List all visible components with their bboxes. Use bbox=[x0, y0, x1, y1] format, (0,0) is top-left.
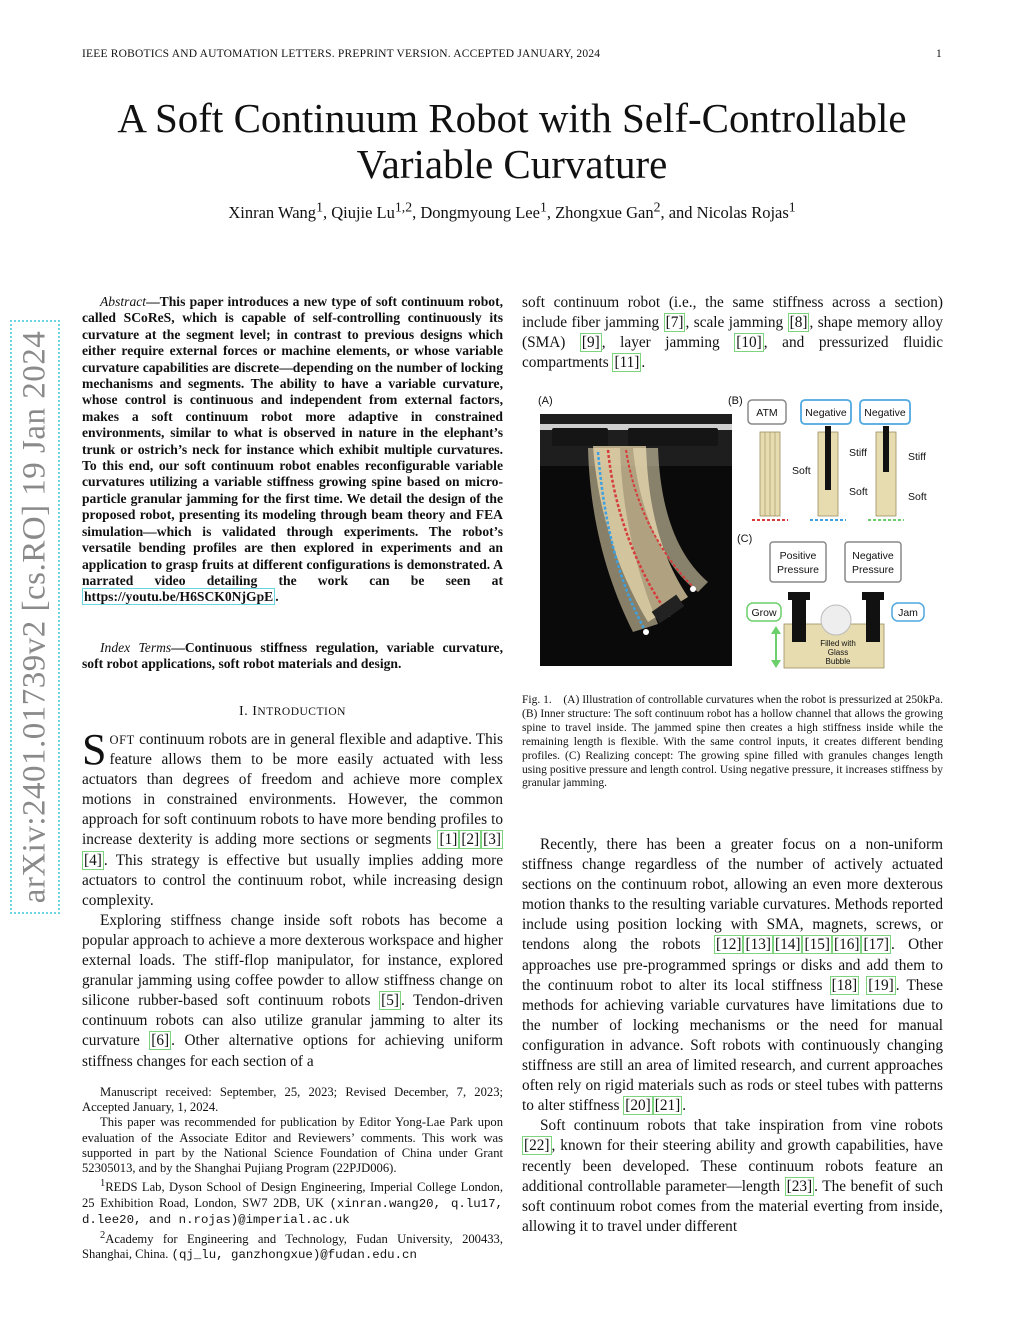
caption-label: Fig. 1. bbox=[522, 694, 552, 706]
citation-link[interactable]: [6] bbox=[151, 1032, 170, 1050]
negative-label-1: Negative bbox=[805, 407, 847, 419]
grow-label: Grow bbox=[751, 607, 777, 619]
filled-line-2: Glass bbox=[827, 648, 849, 657]
intro-paragraph-1: SOFT continuum robots are in general flexible and adaptive. This feature allows them to be more easily actuated with less actuators than degrees of freedom and achieve more complex motions in constrained environments. However, the common approach for soft continuum robots to have more bending profiles to increase dexterity is adding more sections or segments [1] [2] [3][4] . This strategy is effective but usually implies adding more actuators to control the continuum robot, while increasing design complexity. bbox=[82, 725, 503, 909]
negative-pressure-line-2: Pressure bbox=[851, 564, 895, 576]
spine-atm bbox=[752, 432, 788, 520]
spine-negative-1 bbox=[810, 426, 846, 520]
citation-link[interactable]: [10] bbox=[736, 334, 762, 352]
soft-label-1: Soft bbox=[792, 465, 811, 477]
right-column-intro: soft continuum robot (i.e., the same stiffness across a section) include fiber jamming [7] , scale jamming [8] , shape memory alloy (SMA) [9] , layer jamming [10] , and pressurized fluidic compartments [11] . bbox=[522, 294, 943, 372]
citation-link[interactable]: [16] bbox=[833, 936, 860, 954]
right-paragraph-2: Soft continuum robots that take inspiration from vine robots [22] , known for their steering ability and growth capabilities, have recently been developed. These continuum robots feature an additional controllable parameter—length [23] . The benefit of such soft continuum robot comes from the material everting from inside, allowing it to travel under different bbox=[522, 1117, 943, 1235]
citation-link[interactable]: [12] bbox=[715, 936, 742, 954]
abstract-text: —This paper introduces a new type of soft continuum robot, called SCoReS, which is capable of self-controlling continuously its curvature at the segment level; in contrast to previous designs which either require external forces or machine elements, or whose variable curvature capabilities are discrete—depending on the number of locking mechanisms and segments. The ability to have a variable curvature, whose control is continuous and independent from external factors, makes a soft continuum robot more adaptive in constrained environments, similar to what is observed in nature in the elephant’s trunk or ostrich’s neck for instance which exhibit multiple curvatures. To this end, our soft continuum robot enables reconfigurable variable curvatures utilizing a variable stiffness growing spine based on micro-particle granular jamming for the first time. We detail the design of the proposed robot, presenting its modeling through beam theory and FEA simulation—which is validated through experiments. The robot’s versatile bending profiles are then explored in experiments and an application to grasp fruits at different configurations is demonstrated. A narrated video detailing the work can be seen at bbox=[82, 294, 503, 588]
drop-cap: S bbox=[82, 725, 107, 774]
index-terms bbox=[82, 640, 503, 673]
index-terms-label: Index Terms bbox=[100, 640, 172, 655]
author-list bbox=[60, 199, 964, 223]
caption-text: (A) Illustration of controllable curvatures when the robot is pressurized at 250kPa. (B) Inner structure: The soft continuum robot has a hollow channel that allows the growing spine to travel inside. The jammed spine then creates a high stiffness inside while the remaining length is flexible. With the same control inputs, it creates different bending profiles. (C) Realizing concept: The growing spine filled with granules changes length using positive pressure and length control. Using negative pressure, it increases stiffness by granular jamming. bbox=[522, 694, 943, 790]
author: Zhongxue Gan$^2$, and bbox=[555, 199, 697, 222]
citation-link[interactable]: [21] bbox=[654, 1097, 681, 1115]
citation-link[interactable]: [3] bbox=[483, 831, 501, 849]
paper-title bbox=[60, 95, 964, 187]
figure-1-caption bbox=[522, 694, 943, 791]
filled-line-3: Bubble bbox=[825, 657, 851, 666]
citation-link[interactable]: [5] bbox=[381, 992, 399, 1010]
citation-link[interactable]: [1] bbox=[439, 831, 458, 849]
soft-label-3: Soft bbox=[908, 491, 927, 503]
citation-link[interactable]: [20] bbox=[625, 1097, 651, 1115]
journal-header: IEEE ROBOTICS AND AUTOMATION LETTERS. PREPRINT VERSION. ACCEPTED JANUARY, 2024 bbox=[82, 48, 601, 60]
citation-link[interactable]: [8] bbox=[789, 314, 808, 332]
running-header bbox=[82, 48, 942, 68]
footnotes bbox=[82, 1085, 503, 1264]
citation-link[interactable]: [13] bbox=[745, 936, 771, 954]
jam-label: Jam bbox=[898, 607, 918, 619]
citation-link[interactable]: [2] bbox=[461, 831, 480, 849]
footnote-affiliation-1: $^1$REDS Lab, Dyson School of Design Engineering, Imperial College London, 25 Exhibition Road, London, SW7 2DB, UK (xinran.wang20, q.lu17, d.lee20, and n.rojas)@imperial.ac.uk bbox=[82, 1178, 503, 1227]
author: Xinran Wang$^1$, bbox=[228, 199, 332, 222]
footnote-affiliation-2: $^2$Academy for Engineering and Technology, Fudan University, 200433, Shanghai, China. (qj_lu, ganzhongxue)@fudan.edu.cn bbox=[82, 1230, 503, 1263]
panel-b-label: (B) bbox=[728, 395, 743, 407]
footnote-recommended: This paper was recommended for publication by Editor Yong-Lae Park upon evaluation of the Associate Editor and Reviewers’ comments. This work was supported in part by the National Science Foundation of China under Grant 52305013, and by the Shanghai Pujiang Program (22PJD006). bbox=[82, 1115, 503, 1176]
panel-a-label: (A) bbox=[538, 395, 553, 407]
atm-label: ATM bbox=[756, 407, 778, 419]
arxiv-stamp[interactable] bbox=[10, 320, 60, 914]
citation-link[interactable]: [7] bbox=[665, 314, 684, 332]
title-line-2: Variable Curvature bbox=[356, 141, 668, 187]
citation-link[interactable]: [18] bbox=[831, 976, 858, 994]
video-link[interactable]: https://youtu.be/H6SCK0NjGpE bbox=[84, 589, 274, 605]
soft-label-2: Soft bbox=[849, 486, 868, 498]
author: Qiujie Lu$^{1,2}$, bbox=[331, 199, 421, 222]
citation-link[interactable]: [4] bbox=[84, 851, 102, 869]
page-number: 1 bbox=[936, 48, 942, 60]
positive-pressure-line-2: Pressure bbox=[776, 564, 820, 576]
stiff-label-1: Stiff bbox=[849, 447, 867, 459]
footnote-received: Manuscript received: September, 25, 2023; Revised December, 7, 2023; Accepted January, 1, 2024. bbox=[82, 1085, 503, 1115]
author: Dongmyoung Lee$^1$, bbox=[420, 199, 556, 222]
positive-pressure-line-1: Positive bbox=[779, 550, 817, 562]
citation-link[interactable]: [14] bbox=[774, 936, 801, 954]
right-column-body bbox=[522, 835, 943, 1237]
figure-1-illustration bbox=[538, 392, 944, 670]
abstract-label: Abstract bbox=[100, 294, 147, 309]
citation-link[interactable]: [19] bbox=[868, 976, 894, 994]
panel-c-label: (C) bbox=[737, 533, 753, 545]
citation-link[interactable]: [17] bbox=[863, 936, 889, 954]
citation-link[interactable]: [22] bbox=[524, 1137, 550, 1155]
citation-link[interactable]: [11] bbox=[614, 354, 640, 372]
negative-pressure-line-1: Negative bbox=[852, 550, 894, 562]
index-terms-text: —Continuous stiffness regulation, variable curvature, soft robot applications, soft robot materials and design. bbox=[82, 640, 503, 672]
section-heading: I. INTRODUCTION bbox=[239, 704, 346, 719]
filled-line-1: Filled with bbox=[820, 639, 856, 648]
citation-link[interactable]: [15] bbox=[804, 936, 830, 954]
citation-link[interactable]: [23] bbox=[786, 1177, 813, 1195]
introduction-body bbox=[82, 725, 503, 1072]
title-line-1: A Soft Continuum Robot with Self-Controllable bbox=[117, 95, 907, 141]
spine-negative-2 bbox=[868, 426, 904, 520]
stiff-label-2: Stiff bbox=[908, 451, 926, 463]
negative-label-2: Negative bbox=[864, 407, 906, 419]
abstract: Abstract—This paper introduces a new type of soft continuum robot, called SCoReS, which is capable of self-controlling continuously its curvature at the segment level; in contrast to previous designs which either require external forces or machine elements, or whose variable curvature capabilities are discrete—depending on the number of locking mechanisms and segments. The ability to have a variable curvature, whose control is continuous and independent from external factors, makes a soft continuum robot more adaptive in constrained environments, similar to what is observed in nature in the elephant’s trunk or ostrich’s neck for instance which exhibit multiple curvatures. To this end, our soft continuum robot enables reconfigurable variable curvatures utilizing a variable stiffness growing spine based on micro-particle granular jamming for the first time. We detail the design of the proposed robot, presenting its modeling through beam theory and FEA simulation—which is validated through experiments. The robot’s versatile bending profiles are then explored in experiments and an application to grasp fruits at different configurations is demonstrated. A narrated video detailing the work can be seen at https://youtu.be/H6SCK0NjGpE . bbox=[82, 294, 503, 605]
intro-paragraph-2: Exploring stiffness change inside soft robots has become a popular approach to achieve a more dexterous workspace and higher external loads. The stiff-flop manipulator, for instance, explored granular jamming using coffee powder to allow stiffness change on silicone rubber-based soft continuum robots [5] . Tendon-driven continuum robots can also utilize granular jamming to alter its curvature [6] . Other alternative options for achieving uniform stiffness changes for each section of a bbox=[82, 911, 503, 1070]
arxiv-id[interactable]: arXiv:2401.01739v2 [cs.RO] 19 Jan 2024 bbox=[16, 330, 53, 904]
email-list-1: (xinran.wang20, q.lu17, d.lee20, and n.rojas)@imperial.ac.uk bbox=[82, 1196, 503, 1227]
figure-1 bbox=[538, 392, 944, 670]
author: Nicolas Rojas$^1$ bbox=[696, 199, 796, 222]
email-list-2: (qj_lu, ganzhongxue)@fudan.edu.cn bbox=[171, 1248, 417, 1263]
right-paragraph-1: Recently, there has been a greater focus on a non-uniform stiffness change regardless of the number of actively actuated sections on the continuum robot, allowing an even more dexterous motion thanks to the resulting variable curvatures. Methods reported include using position locking with SMA, magnets, screws, or tendons along the robots [12] [13] [14] [15] [16] [17] . Other approaches use pre-programmed springs or disks and add them to the continuum robot to alter its local stiffness [18] [19] . These methods for achieving variable curvatures have limitations due to the number of locking mechanisms or the need for manual configuration in advance. Soft robots with continuously changing stiffness are still an area of limited research, and current approaches often rely on rigid materials such as rods or steel tubes with patterns to alter stiffness [20] [21] . bbox=[522, 836, 943, 1115]
citation-link[interactable]: [9] bbox=[581, 334, 600, 352]
